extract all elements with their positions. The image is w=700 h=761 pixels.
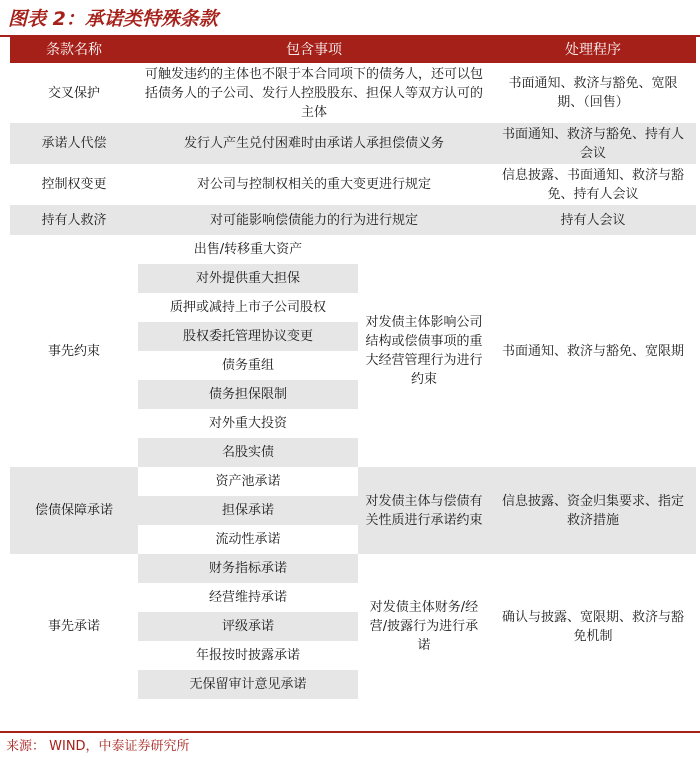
group-item: 债务重组 xyxy=(138,351,358,380)
group-item: 财务指标承诺 xyxy=(138,554,358,583)
group-name: 事先约束 xyxy=(10,235,138,467)
group-description: 对发债主体财务/经营/披露行为进行承诺 xyxy=(358,554,490,699)
row-procedure: 持有人会议 xyxy=(490,205,696,235)
group-procedure: 信息披露、资金归集要求、指定救济措施 xyxy=(490,467,696,554)
group-item: 质押或减持上市子公司股权 xyxy=(138,293,358,322)
group-name: 偿债保障承诺 xyxy=(10,467,138,554)
group-item: 评级承诺 xyxy=(138,612,358,641)
clauses-table xyxy=(10,37,696,699)
row-content: 对可能影响偿债能力的行为进行规定 xyxy=(138,205,490,235)
group-item: 无保留审计意见承诺 xyxy=(138,670,358,699)
figure-title: 图表 2：承诺类特殊条款 xyxy=(8,8,218,30)
group-item: 股权委托管理协议变更 xyxy=(138,322,358,351)
source-note: 来源： WIND，中泰证券研究所 xyxy=(6,739,190,754)
header-content: 包含事项 xyxy=(138,37,490,63)
group-item: 对外重大投资 xyxy=(138,409,358,438)
row-name: 交叉保护 xyxy=(10,63,138,123)
row-content: 对公司与控制权相关的重大变更进行规定 xyxy=(138,164,490,205)
group-description: 对发债主体与偿债有关性质进行承诺约束 xyxy=(358,467,490,554)
header-procedure: 处理程序 xyxy=(490,37,696,63)
group-item: 担保承诺 xyxy=(138,496,358,525)
row-content: 可触发违约的主体也不限于本合同项下的债务人，还可以包括债务人的子公司、发行人控股股东、担保人等双方认可的主体 xyxy=(138,63,490,123)
group-procedure: 确认与披露、宽限期、救济与豁免机制 xyxy=(490,554,696,699)
group-item: 资产池承诺 xyxy=(138,467,358,496)
row-procedure: 信息披露、书面通知、救济与豁免、持有人会议 xyxy=(490,164,696,205)
group-name: 事先承诺 xyxy=(10,554,138,699)
group-item: 出售/转移重大资产 xyxy=(138,235,358,264)
group-item: 债务担保限制 xyxy=(138,380,358,409)
group-item: 经营维持承诺 xyxy=(138,583,358,612)
row-procedure: 书面通知、救济与豁免、宽限期、（回售） xyxy=(490,63,696,123)
group-description: 对发债主体影响公司结构或偿债事项的重大经营管理行为进行约束 xyxy=(358,235,490,467)
group-item: 名股实债 xyxy=(138,438,358,467)
row-procedure: 书面通知、救济与豁免、持有人会议 xyxy=(490,123,696,164)
row-content: 发行人产生兑付困难时由承诺人承担偿债义务 xyxy=(138,123,490,164)
row-name: 持有人救济 xyxy=(10,205,138,235)
group-item: 流动性承诺 xyxy=(138,525,358,554)
group-procedure: 书面通知、救济与豁免、宽限期 xyxy=(490,235,696,467)
group-item: 年报按时披露承诺 xyxy=(138,641,358,670)
header-name: 条款名称 xyxy=(10,37,138,63)
row-name: 承诺人代偿 xyxy=(10,123,138,164)
group-item: 对外提供重大担保 xyxy=(138,264,358,293)
row-name: 控制权变更 xyxy=(10,164,138,205)
bottom-divider xyxy=(0,731,700,733)
